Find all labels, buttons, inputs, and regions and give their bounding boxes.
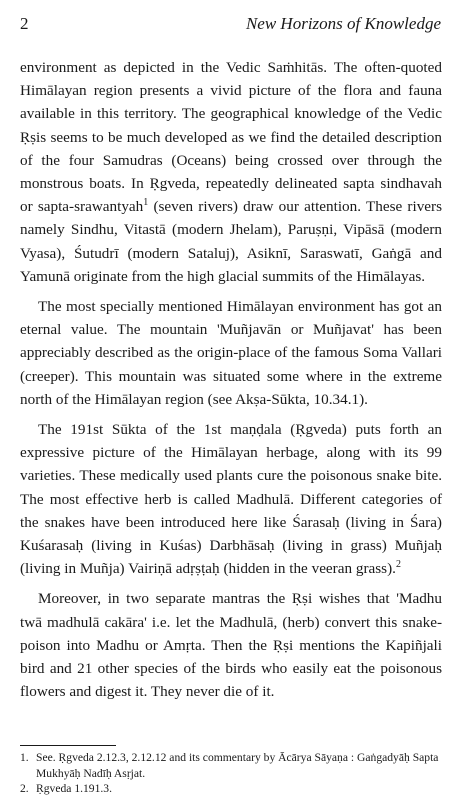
page-number: 2 (20, 14, 29, 33)
running-title: New Horizons of Knowledge (245, 14, 441, 33)
paragraph-1-continuation: (seven rivers) draw our attention. These rivers namely Sindhu, Vitastā (modern Jhelam), Paruṣṇi, Vipāsā (modern Vyasa), Śutudrī (modern Sataluj), Asiknī, Saraswatī, Gaṅgā and Yamunā originate from the high glacial summits of the Himālayas. (20, 198, 442, 285)
footnote-2 (20, 781, 442, 797)
footnote-ref-1: 1 (143, 197, 149, 209)
footnotes (20, 750, 442, 797)
footnote-1 (20, 750, 442, 781)
paragraph-1 (20, 56, 442, 288)
paragraph-1-text: environment as depicted in the Vedic Saṁhitās. The often-quoted Himālayan region presents a vivid picture of the flora and fauna available in this territory. The geographical knowledge of the Vedic Ṛṣis seems to be much developed as we find the detailed description of the four Samudras (Oceans) being crossed over through the monstrous boats. In Ṛgveda, repeatedly delineated sapta sindhavah or sapta-srawantyah (20, 59, 442, 216)
footnote-text: See. Ṛgveda 2.12.3, 2.12.12 and its commentary by Ācārya Sāyaṇa : Gaṅgadyāḥ Sapta Mukhyāḥ Nadīḥ Asṛjat. (36, 751, 439, 780)
footnote-ref-2: 2 (395, 559, 401, 571)
paragraph-3-text: The 191st Sūkta of the 1st maṇḍala (Ṛgveda) puts forth an expressive picture of the Himālayan herbage, along with its 99 varieties. These medically used plants cure the poisonous snake bite. The most effective herb is called Madhulā. Different categories of the snakes have been introduced here like Śarasaḥ (living in Śara) Kuśarasaḥ (living in Kuśas) Darbhāsaḥ (living in grass) Muñjaḥ (living in Muñja) Vairiṇā adṛṣṭaḥ (hidden in the veeran grass). (20, 421, 442, 578)
paragraph-4 (20, 587, 442, 703)
footnote-divider (20, 745, 116, 746)
paragraph-3 (20, 418, 442, 580)
footnote-number: 1. (20, 751, 29, 764)
paragraph-2 (20, 295, 442, 411)
paragraph-2-text: The most specially mentioned Himālayan environment has got an eternal value. The mountain 'Muñjavān or Muñjavat' has been appreciably described as the origin-place of the famous Soma Vallari (creeper). This mountain was situated some where in the extreme north of the Himālayan region (see Akṣa-Sūkta, 10.34.1). (20, 298, 442, 408)
body-text (20, 56, 442, 710)
page-header (20, 14, 441, 36)
paragraph-4-text: Moreover, in two separate mantras the Ṛṣi wishes that 'Madhu twā madhulā cakāra' i.e. let the Madhulā, (herb) convert this snake-poison into Madhu or Amṛta. Then the Ṛṣi mentions the Kapiñjali bird and 21 other species of the birds who easily eat the poisonous flowers and digest it. They never die of it. (20, 590, 442, 701)
footnote-number: 2. (20, 782, 29, 795)
footnote-text: Ṛgveda 1.191.3. (36, 782, 112, 795)
